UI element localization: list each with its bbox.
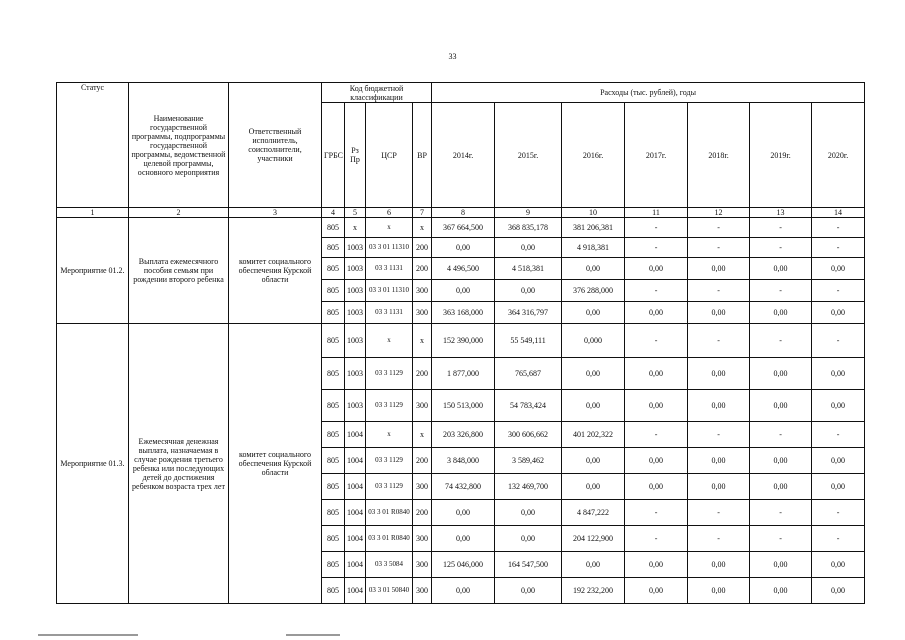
table-cell: 0,00 xyxy=(495,526,562,552)
table-cell: 4 518,381 xyxy=(495,258,562,280)
table-cell: х xyxy=(345,218,366,238)
table-cell: - xyxy=(750,422,812,448)
table-cell: 300 xyxy=(413,302,432,324)
table-cell: 0,00 xyxy=(625,358,688,390)
table-cell: х xyxy=(366,324,413,358)
table-cell: - xyxy=(750,280,812,302)
table-cell: 805 xyxy=(322,358,345,390)
header-responsible: Ответственный исполнитель, соисполнители, участники xyxy=(229,83,322,208)
table-cell: 0,00 xyxy=(688,474,750,500)
table-cell: 0,00 xyxy=(750,578,812,604)
table-cell: 0,00 xyxy=(562,552,625,578)
table-cell: 300 xyxy=(413,280,432,302)
table-cell: 0,00 xyxy=(688,390,750,422)
table-cell: 0,00 xyxy=(750,258,812,280)
table-cell: - xyxy=(625,280,688,302)
table-cell: 4 496,500 xyxy=(432,258,495,280)
column-number-row xyxy=(57,208,865,218)
table-cell: 0,00 xyxy=(750,474,812,500)
table-cell: 805 xyxy=(322,258,345,280)
header-year: 2014г. xyxy=(432,103,495,208)
table-cell: 0,00 xyxy=(562,258,625,280)
table-cell: 381 206,381 xyxy=(562,218,625,238)
table-cell: 0,00 xyxy=(812,302,865,324)
table-cell: - xyxy=(812,218,865,238)
table-cell: 805 xyxy=(322,238,345,258)
table-cell: - xyxy=(812,526,865,552)
column-number: 8 xyxy=(432,208,495,218)
header-year: 2016г. xyxy=(562,103,625,208)
table-cell: 0,00 xyxy=(812,578,865,604)
table-cell: 1003 xyxy=(345,390,366,422)
table-cell: 03 3 1129 xyxy=(366,390,413,422)
table-cell: 0,000 xyxy=(562,324,625,358)
table-cell: 300 xyxy=(413,552,432,578)
table-cell: 805 xyxy=(322,448,345,474)
table-cell: 1004 xyxy=(345,578,366,604)
column-number: 5 xyxy=(345,208,366,218)
table-cell: - xyxy=(625,218,688,238)
table-cell: 0,00 xyxy=(625,448,688,474)
table-cell: х xyxy=(413,324,432,358)
table-cell: 0,00 xyxy=(812,390,865,422)
table-cell: 1003 xyxy=(345,358,366,390)
table-cell: 03 3 01 50840 xyxy=(366,578,413,604)
table-cell: 1004 xyxy=(345,474,366,500)
table-cell: 164 547,500 xyxy=(495,552,562,578)
table-cell: - xyxy=(812,500,865,526)
table-cell: 300 xyxy=(413,526,432,552)
table-cell: - xyxy=(688,238,750,258)
table-cell: 1003 xyxy=(345,258,366,280)
table-cell: 1003 xyxy=(345,238,366,258)
table-cell: 55 549,111 xyxy=(495,324,562,358)
table-cell: 0,00 xyxy=(812,448,865,474)
group-responsible: комитет социального обеспечения Курской области xyxy=(229,218,322,324)
group-responsible: комитет социального обеспечения Курской области xyxy=(229,324,322,604)
table-cell: х xyxy=(413,422,432,448)
table-cell: - xyxy=(812,280,865,302)
header-rzpr: Рз Пр xyxy=(345,103,366,208)
table-cell: 1004 xyxy=(345,552,366,578)
table-cell: 0,00 xyxy=(562,390,625,422)
table-cell: 300 xyxy=(413,474,432,500)
table-cell: 03 3 1129 xyxy=(366,358,413,390)
header-csr: ЦСР xyxy=(366,103,413,208)
table-cell: 03 3 1129 xyxy=(366,474,413,500)
table-cell: 4 847,222 xyxy=(562,500,625,526)
table-cell: 805 xyxy=(322,500,345,526)
table-cell: 0,00 xyxy=(562,358,625,390)
table-cell: - xyxy=(750,500,812,526)
table-cell: 132 469,700 xyxy=(495,474,562,500)
table-cell: 300 xyxy=(413,390,432,422)
column-number: 13 xyxy=(750,208,812,218)
table-cell: 805 xyxy=(322,390,345,422)
table-cell: 300 xyxy=(413,578,432,604)
table-cell: 03 3 1131 xyxy=(366,302,413,324)
table-cell: 0,00 xyxy=(432,280,495,302)
table-cell: 1003 xyxy=(345,280,366,302)
table-cell: 0,00 xyxy=(812,474,865,500)
table-cell: 0,00 xyxy=(495,578,562,604)
table-cell: 376 288,000 xyxy=(562,280,625,302)
footer-rule xyxy=(286,634,340,636)
table-cell: 0,00 xyxy=(625,474,688,500)
table-cell: - xyxy=(688,422,750,448)
table-cell: - xyxy=(625,526,688,552)
table-cell: 203 326,800 xyxy=(432,422,495,448)
table-cell: 0,00 xyxy=(562,448,625,474)
table-cell: 152 390,000 xyxy=(432,324,495,358)
table-cell: - xyxy=(750,526,812,552)
table-cell: 0,00 xyxy=(562,302,625,324)
table-cell: 0,00 xyxy=(625,390,688,422)
table-cell: 0,00 xyxy=(625,578,688,604)
table-cell: 0,00 xyxy=(750,302,812,324)
table-cell: 805 xyxy=(322,578,345,604)
header-grbs: ГРБС xyxy=(322,103,345,208)
footer-rule xyxy=(38,634,138,636)
table-cell: 805 xyxy=(322,218,345,238)
table-cell: - xyxy=(750,238,812,258)
table-cell: 0,00 xyxy=(750,390,812,422)
column-number: 11 xyxy=(625,208,688,218)
table-cell: - xyxy=(688,218,750,238)
table-cell: 364 316,797 xyxy=(495,302,562,324)
column-number: 14 xyxy=(812,208,865,218)
table-cell: 0,00 xyxy=(750,358,812,390)
table-cell: 0,00 xyxy=(495,280,562,302)
table-cell: 367 664,500 xyxy=(432,218,495,238)
table-cell: 368 835,178 xyxy=(495,218,562,238)
table-cell: - xyxy=(688,526,750,552)
table-cell: 401 202,322 xyxy=(562,422,625,448)
header-budget-code: Код бюджетной классификации xyxy=(322,83,432,103)
table-cell: 200 xyxy=(413,448,432,474)
group-name: Ежемесячная денежная выплата, назначаемая в случае рождения третьего ребенка или последующих детей до достижения ребенком возраста трех лет xyxy=(129,324,229,604)
table-cell: 0,00 xyxy=(432,526,495,552)
column-number: 6 xyxy=(366,208,413,218)
table-cell: 1004 xyxy=(345,422,366,448)
group-status: Мероприятие 01.2. xyxy=(57,218,129,324)
header-year: 2019г. xyxy=(750,103,812,208)
group-name: Выплата ежемесячного пособия семьям при рождении второго ребенка xyxy=(129,218,229,324)
table-cell: 0,00 xyxy=(625,258,688,280)
table-cell: 805 xyxy=(322,422,345,448)
header-status: Статус xyxy=(57,83,129,208)
column-number: 3 xyxy=(229,208,322,218)
table-cell: - xyxy=(625,422,688,448)
table-cell: 200 xyxy=(413,358,432,390)
table-cell: 0,00 xyxy=(688,302,750,324)
table-cell: 0,00 xyxy=(432,238,495,258)
table-cell: 1004 xyxy=(345,448,366,474)
header-year: 2020г. xyxy=(812,103,865,208)
table-cell: - xyxy=(688,280,750,302)
table-cell: 1004 xyxy=(345,526,366,552)
table-cell: 0,00 xyxy=(688,448,750,474)
table-cell: 54 783,424 xyxy=(495,390,562,422)
table-cell: 805 xyxy=(322,474,345,500)
table-cell: 300 606,662 xyxy=(495,422,562,448)
table-cell: 3 589,462 xyxy=(495,448,562,474)
table-cell: 363 168,000 xyxy=(432,302,495,324)
table-cell: - xyxy=(812,238,865,258)
table-cell: 0,00 xyxy=(812,258,865,280)
table-cell: 1 877,000 xyxy=(432,358,495,390)
table-cell: - xyxy=(812,422,865,448)
table-cell: 200 xyxy=(413,500,432,526)
table-cell: - xyxy=(750,218,812,238)
table-cell: - xyxy=(625,238,688,258)
table-cell: 0,00 xyxy=(812,552,865,578)
table-cell: - xyxy=(625,324,688,358)
header-year: 2018г. xyxy=(688,103,750,208)
table-cell: 805 xyxy=(322,280,345,302)
table-cell: 0,00 xyxy=(495,500,562,526)
column-number: 1 xyxy=(57,208,129,218)
table-cell: х xyxy=(366,422,413,448)
table-cell: 192 232,200 xyxy=(562,578,625,604)
header-expenses: Расходы (тыс. рублей), годы xyxy=(432,83,865,103)
budget-table xyxy=(56,82,865,604)
column-number: 9 xyxy=(495,208,562,218)
table-cell: 4 918,381 xyxy=(562,238,625,258)
table-cell: 03 3 5084 xyxy=(366,552,413,578)
table-body xyxy=(57,218,865,604)
header-year: 2017г. xyxy=(625,103,688,208)
column-number: 4 xyxy=(322,208,345,218)
table-cell: 0,00 xyxy=(812,358,865,390)
table-cell: 0,00 xyxy=(432,500,495,526)
table-cell: 150 513,000 xyxy=(432,390,495,422)
table-cell: 0,00 xyxy=(750,448,812,474)
table-cell: 3 848,000 xyxy=(432,448,495,474)
table-cell: 03 3 01 11310 xyxy=(366,238,413,258)
header-year: 2015г. xyxy=(495,103,562,208)
table-cell: 765,687 xyxy=(495,358,562,390)
table-cell: х xyxy=(366,218,413,238)
table-cell: 1003 xyxy=(345,302,366,324)
table-cell: 0,00 xyxy=(625,302,688,324)
table-cell: 0,00 xyxy=(688,358,750,390)
table-cell: 0,00 xyxy=(625,552,688,578)
table-cell: 03 3 1131 xyxy=(366,258,413,280)
table-cell: 200 xyxy=(413,258,432,280)
table-cell: 03 3 01 11310 xyxy=(366,280,413,302)
column-number: 7 xyxy=(413,208,432,218)
table-cell: 0,00 xyxy=(750,552,812,578)
table-cell: 1003 xyxy=(345,324,366,358)
table-cell: 03 3 1129 xyxy=(366,448,413,474)
table-cell: 805 xyxy=(322,302,345,324)
table-cell: - xyxy=(688,324,750,358)
table-row xyxy=(57,324,865,358)
table-cell: 805 xyxy=(322,526,345,552)
table-cell: 0,00 xyxy=(688,578,750,604)
table-cell: - xyxy=(812,324,865,358)
table-cell: 03 3 01 R0840 xyxy=(366,526,413,552)
table-cell: 125 046,000 xyxy=(432,552,495,578)
table-cell: 204 122,900 xyxy=(562,526,625,552)
table-cell: 805 xyxy=(322,324,345,358)
table-cell: 1004 xyxy=(345,500,366,526)
table-cell: - xyxy=(750,324,812,358)
table-cell: 0,00 xyxy=(432,578,495,604)
table-cell: 0,00 xyxy=(688,552,750,578)
table-cell: - xyxy=(688,500,750,526)
table-cell: 0,00 xyxy=(562,474,625,500)
table-cell: 200 xyxy=(413,238,432,258)
column-number: 2 xyxy=(129,208,229,218)
table-cell: 03 3 01 R0840 xyxy=(366,500,413,526)
table-cell: 0,00 xyxy=(495,238,562,258)
group-status: Мероприятие 01.3. xyxy=(57,324,129,604)
table-row xyxy=(57,218,865,238)
table-cell: 74 432,800 xyxy=(432,474,495,500)
table-cell: 805 xyxy=(322,552,345,578)
page-number: 33 xyxy=(448,52,457,61)
table-cell: х xyxy=(413,218,432,238)
column-number: 12 xyxy=(688,208,750,218)
column-number: 10 xyxy=(562,208,625,218)
table-cell: - xyxy=(625,500,688,526)
table-cell: 0,00 xyxy=(688,258,750,280)
header-vr: ВР xyxy=(413,103,432,208)
header-name: Наименование государственной программы, подпрограммы государственной программы, ведомственной целевой программы, основного мероприятия xyxy=(129,83,229,208)
